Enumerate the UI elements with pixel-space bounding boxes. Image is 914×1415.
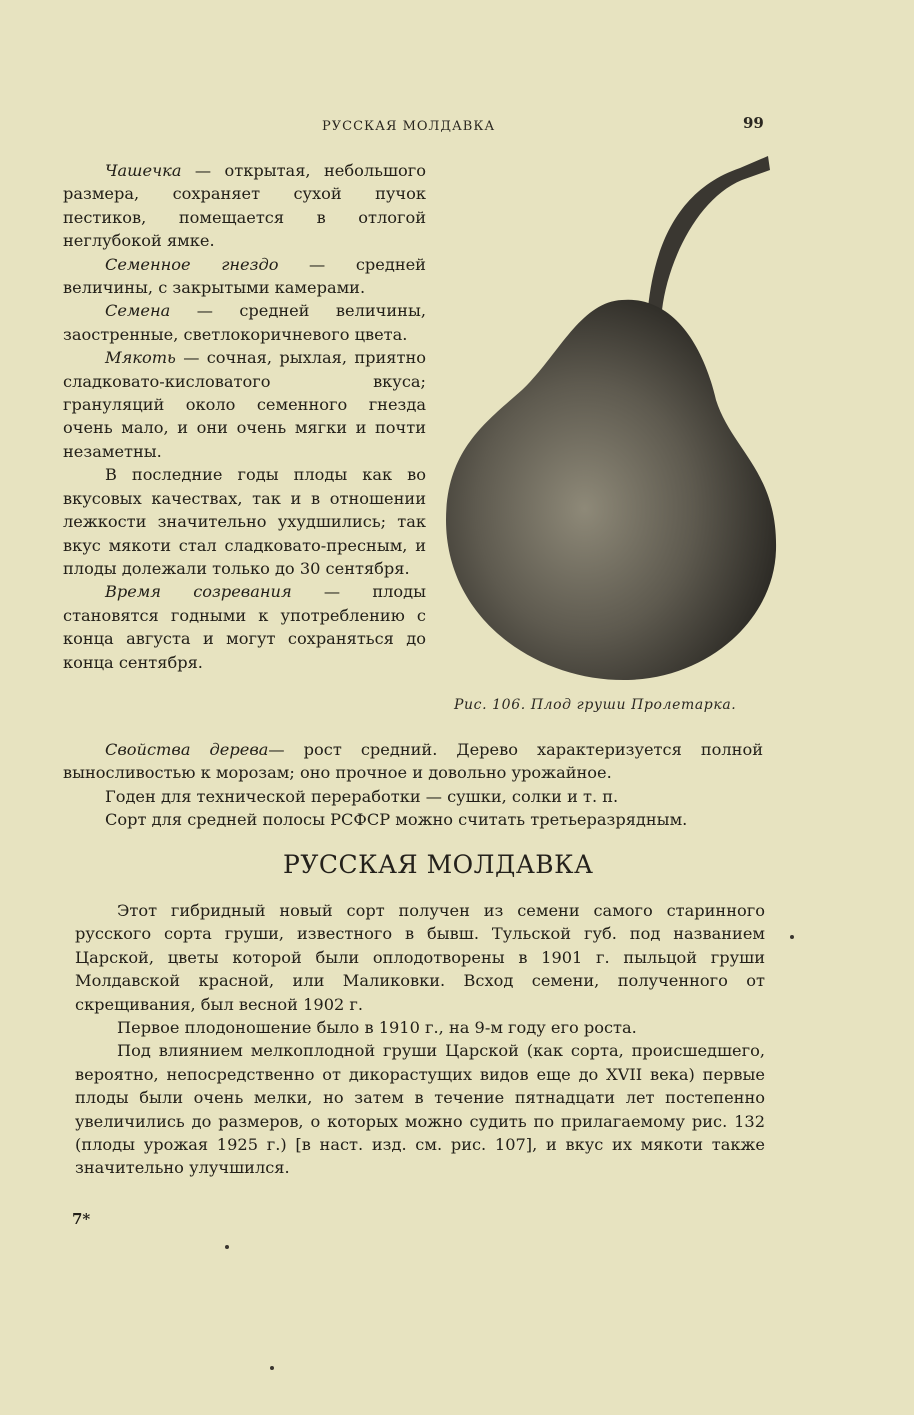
pear-illustration xyxy=(440,150,780,685)
pear-body xyxy=(446,300,776,680)
print-speck xyxy=(270,1366,274,1370)
running-title: РУССКАЯ МОЛДАВКА xyxy=(322,119,496,134)
left-column-text xyxy=(63,159,426,674)
pear-stem xyxy=(648,156,770,310)
paragraph-first-fruiting: Первое плодоношение было в 1910 г., на 9-м году его роста. xyxy=(117,1018,637,1038)
print-speck xyxy=(790,935,794,939)
paragraph-grade: Сорт для средней полосы РСФСР можно считать третьеразрядным. xyxy=(105,810,688,830)
paragraph-origin: Этот гибридный новый сорт получен из семени самого старинного русского сорта груши, известного в бывш. Тульской губ. под названием Царской, цветы которой были оплодотворены в 1901 г. пыльцой груши Молдавской красной, или Маликовки. Всход семени, полученного от скрещивания, был весной 1902 г. xyxy=(75,901,765,1014)
pear-drawing xyxy=(440,150,780,685)
term-seeds: Семена xyxy=(105,301,171,321)
full-width-text xyxy=(63,738,763,832)
paragraph-seed-chamber: Семенное гнездо — средней величины, с закрытыми камерами. xyxy=(63,254,426,298)
paragraph-flesh: Мякоть — сочная, рыхлая, приятно сладковато-кисловатого вкуса; грануляций около семенного гнезда очень мало, и они очень мягки и почти незаметны. xyxy=(63,348,426,461)
page-number: 99 xyxy=(743,114,764,132)
figure-caption: Рис. 106. Плод груши Пролетарка. xyxy=(454,697,737,713)
paragraph-influence: Под влиянием мелкоплодной груши Царской (как сорта, происшедшего, вероятно, непосредственно от дикорастущих видов еще до XVII века) первые плоды были очень мелки, но затем в течение пятнадцати лет постепенно увеличились до размеров, о которых можно судить по прилагаемому рис. 132 (плоды урожая 1925 г.) [в наст. изд. см. рис. 107], и вкус их мякоти также значительно улучшился. xyxy=(75,1041,765,1178)
section-body xyxy=(75,899,765,1180)
print-speck xyxy=(225,1245,229,1249)
paragraph-recent-years: В последние годы плоды как во вкусовых качествах, так и в отношении лежкости значительно ухудшились; так вкус мякоти стал сладковато-пресным, и плоды долежали только до 30 сентября. xyxy=(63,465,426,578)
paragraph-ripening: Время созревания — плоды становятся годными к употреблению с конца августа и могут сохраняться до конца сентября. xyxy=(63,582,426,672)
paragraph-tree-properties: Свойства дерева— рост средний. Дерево характеризуется полной выносливостью к морозам; оно прочное и довольно урожайное. xyxy=(63,740,763,783)
term-calyx: Чашечка xyxy=(105,161,182,180)
term-flesh: Мякоть xyxy=(105,348,176,368)
term-seed-chamber: Семенное гнездо xyxy=(105,254,279,274)
term-ripening: Время созревания xyxy=(105,582,292,602)
signature-mark: 7* xyxy=(72,1210,91,1228)
paragraph-calyx: Чашечка — открытая, небольшого размера, сохраняет сухой пучок пестиков, помещается в отлогой неглубокой ямке. xyxy=(63,161,426,251)
paragraph-processing: Годен для технической переработки — сушки, солки и т. п. xyxy=(105,786,619,806)
term-tree-properties: Свойства дерева xyxy=(105,740,269,759)
paragraph-seeds: Семена — средней величины, заостренные, светлокоричневого цвета. xyxy=(63,301,426,344)
section-title: РУССКАЯ МОЛДАВКА xyxy=(283,850,594,879)
